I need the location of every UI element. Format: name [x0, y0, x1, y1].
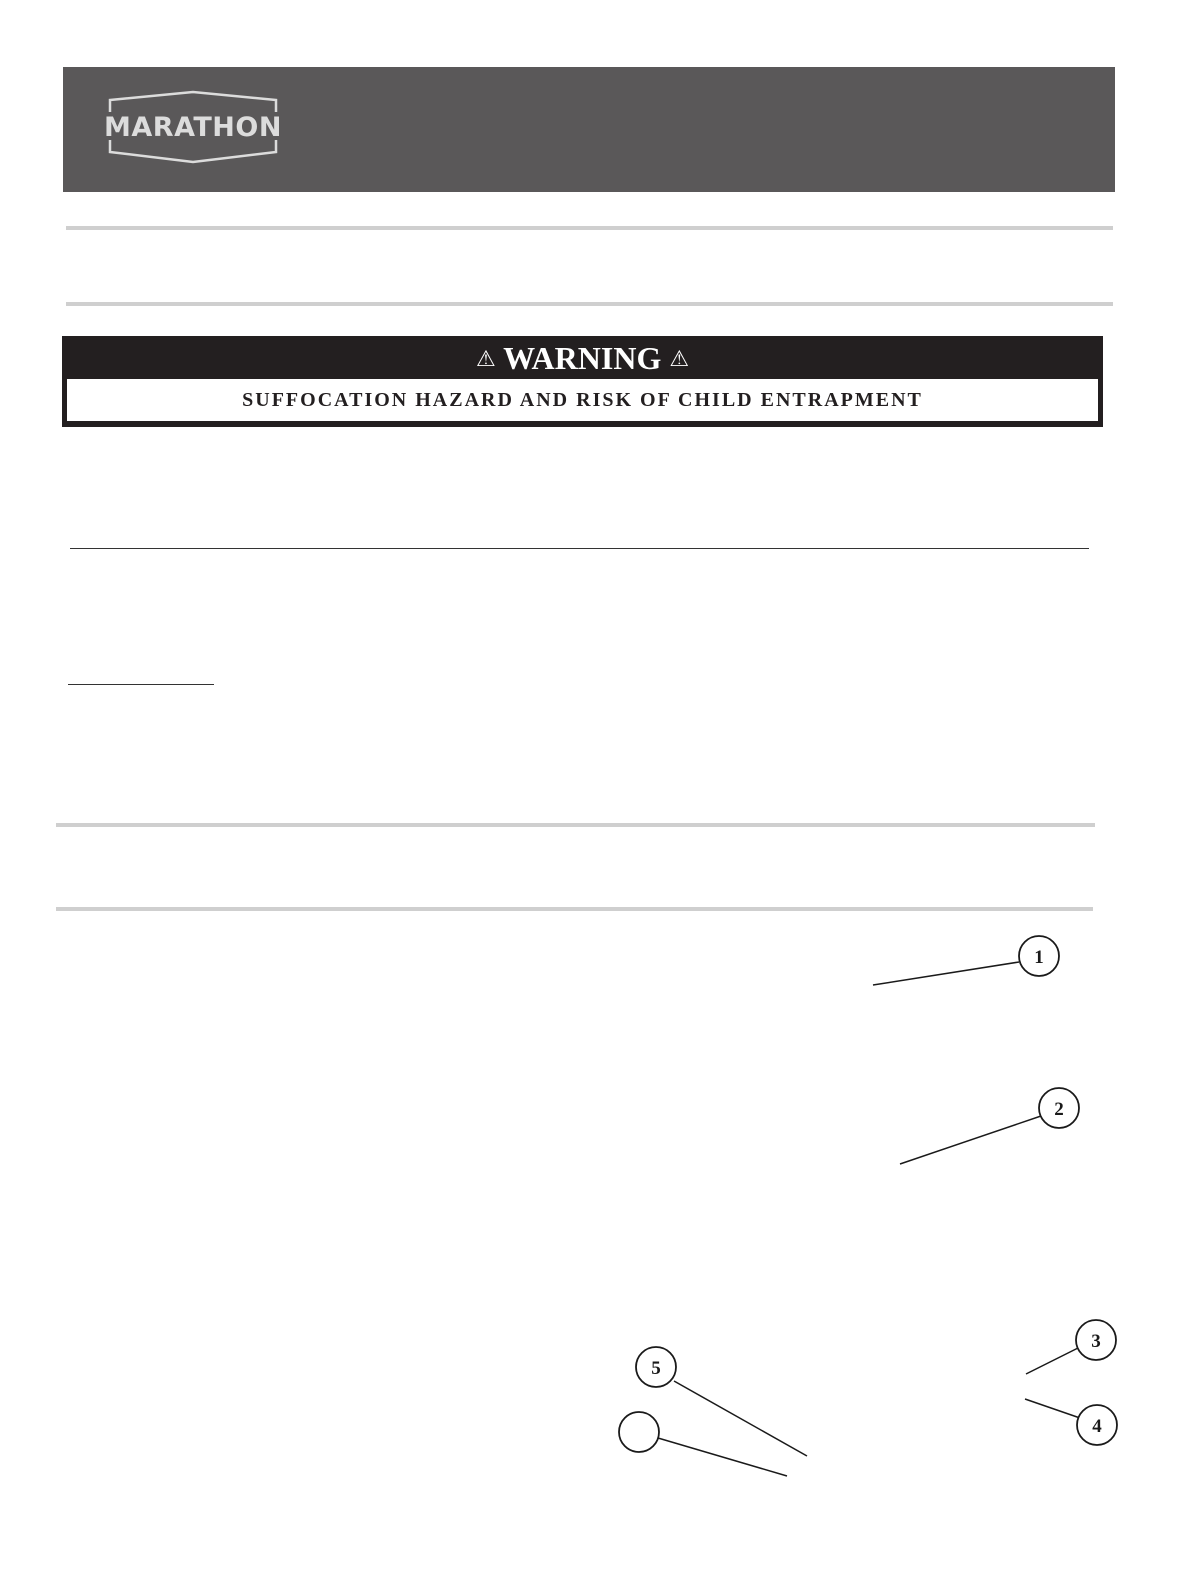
- callout-4: [1025, 1399, 1117, 1445]
- warning-title: WARNING: [503, 340, 662, 376]
- callout-label: 1: [1034, 947, 1044, 968]
- callout-label: 4: [1092, 1416, 1102, 1437]
- callout-1: [873, 936, 1059, 985]
- callout-3: [1026, 1320, 1116, 1374]
- warning-subtitle: SUFFOCATION HAZARD AND RISK OF CHILD ENTRAPMENT: [66, 378, 1099, 422]
- callout-2: [900, 1088, 1079, 1164]
- callout-6: [619, 1412, 787, 1476]
- callout-label: 2: [1054, 1099, 1064, 1120]
- warning-triangle-icon: ⚠: [669, 346, 690, 371]
- warning-triangle-icon: ⚠: [475, 346, 496, 371]
- callout-label: 5: [651, 1358, 661, 1379]
- callout-label: 3: [1091, 1331, 1101, 1352]
- logo-wordmark: MARATHON: [104, 112, 282, 143]
